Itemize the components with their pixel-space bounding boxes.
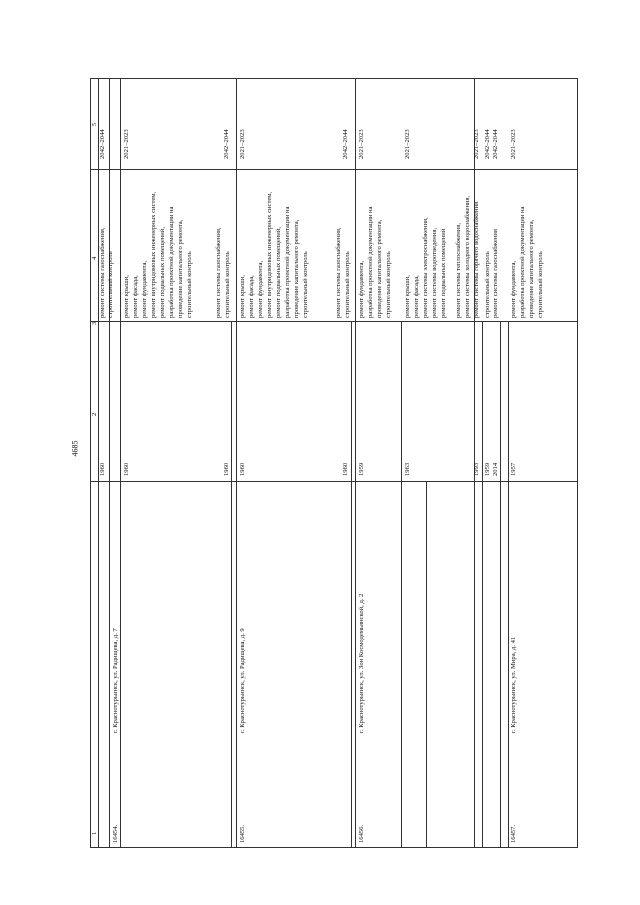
row-work: ремонт подвальных помещений, xyxy=(275,227,282,318)
row-address: г. Краснотурьинск, ул. Радищева, д. 7 xyxy=(112,628,119,733)
row-address: г. Краснотурьинск, ул. Радищева, д. 9 xyxy=(239,628,246,733)
row-id: 16455. xyxy=(239,824,246,843)
row-work: строительный контроль xyxy=(484,251,491,318)
row-year: 1959 xyxy=(484,462,491,476)
row-period: 2021–2023 xyxy=(239,129,246,159)
row-work: строительный контроль xyxy=(186,251,193,318)
row-period: 2042–2044 xyxy=(492,129,499,159)
row-work: строительный контроль xyxy=(107,251,114,318)
row-address: г. Краснотурьинск, ул. Мира, д. 41 xyxy=(510,636,517,733)
row-work: ремонт внутридомовых инженерных систем, xyxy=(266,191,273,318)
row-year: 1993 xyxy=(473,462,480,476)
row-work: разработка проектной документации на xyxy=(367,206,374,318)
row-work: ремонт системы горячего водоснабжения xyxy=(473,201,480,318)
row-id: 16456. xyxy=(358,824,365,843)
row-work: ремонт фундамента, xyxy=(358,260,365,318)
row-work: ремонт системы газоснабжения, xyxy=(335,227,342,318)
row-work: ремонт фундамента, xyxy=(141,260,148,318)
table-border-right xyxy=(577,78,578,848)
row-id: 16457. xyxy=(510,824,517,843)
header-col-1: 1 xyxy=(91,831,98,835)
table-border-left xyxy=(90,78,91,848)
header-col-3: 3 xyxy=(91,321,98,325)
row-work: строительный контроль xyxy=(385,251,392,318)
subrow-divider xyxy=(508,321,509,848)
row-year: 1960 xyxy=(223,462,230,476)
row-work: ремонт системы газоснабжения, xyxy=(215,227,222,318)
row-work: строительный контроль xyxy=(302,251,309,318)
group-divider xyxy=(355,78,356,848)
header-col-5: 5 xyxy=(91,122,98,126)
row-work: проведение капитального ремонта, xyxy=(376,219,383,318)
row-period: 2021–2023 xyxy=(404,129,411,159)
row-work: ремонт системы водоотведения, xyxy=(431,227,438,318)
row-year: 1959 xyxy=(358,462,365,476)
row-work: разработка проектной документации на xyxy=(284,206,291,318)
col-divider-3 xyxy=(90,481,578,482)
subrow-divider xyxy=(482,321,483,848)
row-period: 2021–2023 xyxy=(358,129,365,159)
col-divider-1 xyxy=(90,169,578,170)
row-work: ремонт системы теплоснабжения, xyxy=(455,223,462,318)
row-period: 2042–2044 xyxy=(484,129,491,159)
header-divider xyxy=(109,78,110,848)
row-year: 1960 xyxy=(123,462,130,476)
subrow-divider xyxy=(401,321,402,848)
row-work: проведение капитального ремонта, xyxy=(177,219,184,318)
row-work: ремонт подвальных помещений xyxy=(440,228,447,318)
row-period: 2042–2044 xyxy=(223,129,230,159)
row-year: 2014 xyxy=(492,462,499,476)
row-work: ремонт фасада, xyxy=(132,275,139,318)
header-col-4: 4 xyxy=(91,256,98,260)
row-work: ремонт крыши, xyxy=(239,275,246,318)
group-divider xyxy=(236,78,237,848)
row-work: ремонт подвальных помещений, xyxy=(159,227,166,318)
subrow-divider xyxy=(500,321,501,848)
row-work: ремонт крыши, xyxy=(123,275,130,318)
subrow-divider xyxy=(231,321,232,848)
row-year: 1960 xyxy=(99,462,106,476)
table-border-bottom xyxy=(90,847,578,848)
row-work: ремонт системы холодного водоснабжения, xyxy=(464,195,471,318)
row-work: ремонт крыши, xyxy=(404,275,411,318)
row-id: 16454. xyxy=(112,824,119,843)
subrow-divider xyxy=(426,481,427,848)
row-period: 2021–2023 xyxy=(510,129,517,159)
row-work: ремонт фундамента, xyxy=(257,260,264,318)
row-work: разработка проектной документации на xyxy=(168,206,175,318)
row-work: ремонт системы газоснабжения, xyxy=(99,227,106,318)
row-work: проведение капитального ремонта, xyxy=(293,219,300,318)
table-border-top xyxy=(90,78,578,79)
row-year: 1960 xyxy=(239,462,246,476)
row-year: 1960 xyxy=(342,462,349,476)
row-work: строительный контроль xyxy=(344,251,351,318)
row-period: 2042–2044 xyxy=(99,129,106,159)
header-col-2: 2 xyxy=(91,412,98,416)
row-address: г. Краснотурьинск, ул. Зои Космодемьянской, д. 2 xyxy=(358,593,365,733)
page-number: 4685 xyxy=(70,440,80,457)
row-work: ремонт внутридомовых инженерных систем, xyxy=(150,191,157,318)
row-work: строительный контроль xyxy=(537,251,544,318)
subrow-divider xyxy=(351,321,352,848)
row-work: ремонт системы электроснабжения, xyxy=(422,217,429,318)
row-year: 1957 xyxy=(510,462,517,476)
row-work: разработка проектной документации на xyxy=(519,206,526,318)
row-work: строительный контроль xyxy=(224,251,231,318)
document-table xyxy=(90,78,578,848)
row-work: ремонт фасада, xyxy=(248,275,255,318)
row-work: ремонт фасада, xyxy=(413,275,420,318)
row-period: 2021–2023 xyxy=(123,129,130,159)
row-work: ремонт фундамента, xyxy=(510,260,517,318)
row-work: ремонт системы газоснабжения xyxy=(492,229,499,318)
row-period: 2021–2023 xyxy=(473,129,480,159)
row-period: 2042–2044 xyxy=(342,129,349,159)
col-divider-2 xyxy=(90,321,578,322)
row-year: 1963 xyxy=(404,462,411,476)
row-work: проведение капитального ремонта, xyxy=(528,219,535,318)
